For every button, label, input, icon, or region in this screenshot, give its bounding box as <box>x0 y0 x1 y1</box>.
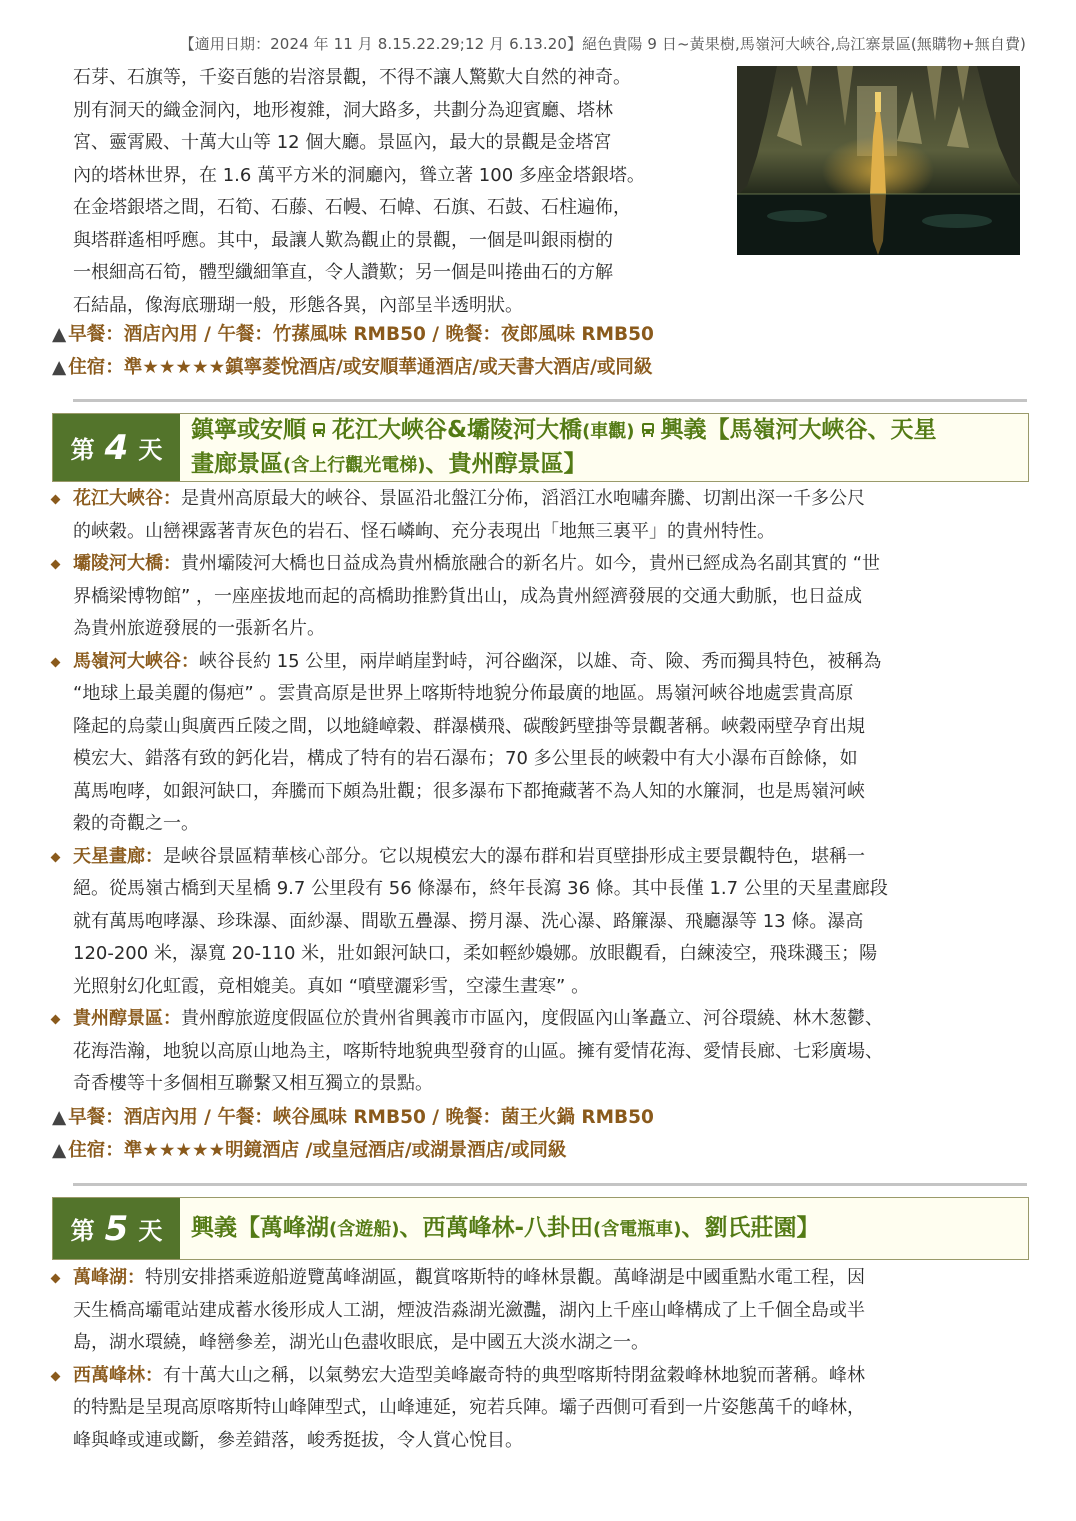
attraction-text: 貴州壩陵河大橋也日益成為貴州橋旅融合的新名片。如今，貴州已經成為名副其實的 “世 <box>181 553 881 574</box>
title-part: 鎮寧或安順 <box>191 416 306 443</box>
attraction-text: 是峽谷景區精華核心部分。它以規模宏大的瀑布群和岩頁壁掛形成主要景觀特色，堪稱一 <box>163 845 865 867</box>
attraction-text: 天生橋高壩電站建成蓄水後形成人工湖，煙波浩淼湖光瀲灩，湖內上千座山峰構成了上千個全島或半 <box>73 1299 865 1321</box>
title-part: 、西萬峰林-八卦田 <box>399 1214 593 1241</box>
day5-content <box>52 1262 1032 1457</box>
attraction-name: 西萬峰林： <box>73 1364 163 1386</box>
title-note: (含上行觀光電梯) <box>283 454 426 476</box>
bullet-diamond-icon <box>51 495 61 505</box>
attraction-text: “地球上最美麗的傷疤” 。雲貴高原是世界上喀斯特地貌分佈最廣的地區。馬嶺河峽谷地處雲貴高原 <box>73 683 854 704</box>
bullet-diamond-icon <box>51 852 61 862</box>
intro-line: 與塔群遙相呼應。其中，最讓人歎為觀止的景觀，一個是叫銀雨樹的 <box>73 229 613 251</box>
attraction-text: 花海浩瀚，地貌以高原山地為主，喀斯特地貌典型發育的山區。擁有愛情花海、愛情長廊、七彩廣場、 <box>73 1040 883 1062</box>
attraction-name: 馬嶺河大峽谷： <box>73 650 199 672</box>
intro-paragraph <box>73 62 723 322</box>
day5-label <box>53 1198 180 1259</box>
attraction-text: 有十萬大山之稱，以氣勢宏大造型美峰巖奇特的典型喀斯特閉盆穀峰林地貌而著稱。峰林 <box>163 1364 865 1386</box>
attraction-text: 的峽穀。山巒裸露著青灰色的岩石、怪石嶙峋、充分表現出「地無三裏平」的貴州特性。 <box>73 520 775 542</box>
attraction-text: 特別安排搭乘遊船遊覽萬峰湖區，觀賞喀斯特的峰林景觀。萬峰湖是中國重點水電工程，因 <box>145 1267 865 1288</box>
attraction-item <box>52 1360 1032 1458</box>
day-label-prefix: 第 <box>70 1217 95 1245</box>
attraction-item <box>52 483 1032 548</box>
attraction-text: 界橋梁博物館” ，一座座拔地而起的高橋助推黔貨出山，成為貴州經濟發展的交通大動脈，也日益成 <box>73 585 863 607</box>
attraction-item <box>52 646 1032 841</box>
title-part: 花江大峽谷&壩陵河大橋 <box>332 416 583 443</box>
attraction-text: 萬馬咆哮，如銀河缺口，奔騰而下頗為壯觀；很多瀑布下都掩藏著不為人知的水簾洞，也是馬嶺河峽 <box>73 780 865 802</box>
title-note: (含遊船) <box>329 1218 400 1240</box>
hotel-text: 住宿：準★★★★★明鏡酒店 /或皇冠酒店/或湖景酒店/或同級 <box>68 1140 567 1161</box>
day4-title <box>191 414 1018 482</box>
section-divider <box>73 399 1027 402</box>
intro-line: 石芽、石旗等，千姿百態的岩溶景觀，不得不讓人驚歎大自然的神奇。 <box>73 67 631 88</box>
triangle-icon: ▲ <box>52 324 67 345</box>
attraction-text: 是貴州高原最大的峽谷、景區沿北盤江分佈，滔滔江水咆嘯奔騰、切割出深一千多公尺 <box>181 488 865 509</box>
attraction-name: 花江大峽谷： <box>73 488 181 509</box>
triangle-icon: ▲ <box>52 1107 67 1128</box>
attraction-text: 模宏大、錯落有致的鈣化岩，構成了特有的岩石瀑布；70 多公里長的峽穀中有大小瀑布百餘條，如 <box>73 748 858 769</box>
attraction-text: 絕。從馬嶺古橋到天星橋 9.7 公里段有 56 條瀑布，終年長瀉 36 條。其中長僅 1.7 公里的天星畫廊段 <box>73 878 888 899</box>
title-part: 、劉氏莊園】 <box>681 1214 820 1241</box>
day5-header <box>52 1197 1029 1260</box>
intro-line: 內的塔林世界，在 1.6 萬平方米的洞廳內，聳立著 100 多座金塔銀塔。 <box>73 164 645 186</box>
bullet-diamond-icon <box>51 1274 61 1284</box>
day4-label <box>53 414 180 481</box>
attraction-text: 峰與峰或連或斷，參差錯落，峻秀挺拔，令人賞心悅目。 <box>73 1429 523 1451</box>
attraction-text: 就有萬馬咆哮瀑、珍珠瀑、面紗瀑、間歇五疊瀑、撈月瀑、洗心瀑、路簾瀑、飛廳瀑等 13 條。瀑高 <box>73 910 864 932</box>
day4-meal-line <box>52 1103 654 1129</box>
attraction-text: 隆起的烏蒙山與廣西丘陵之間，以地縫嶂穀、群瀑橫飛、碳酸鈣壁掛等景觀著稱。峽穀兩壁孕育出規 <box>73 715 865 737</box>
bullet-diamond-icon <box>51 560 61 570</box>
attraction-item <box>52 1003 1032 1101</box>
title-part: 興義【馬嶺河大峽谷、天星 <box>660 416 937 443</box>
day5-title <box>191 1212 1018 1246</box>
intro-line: 石結晶，像海底珊瑚一般，形態各異，內部呈半透明狀。 <box>73 294 523 316</box>
title-note: (含電瓶車) <box>593 1218 682 1240</box>
day3-hotel-line <box>52 353 652 379</box>
attraction-item <box>52 841 1032 1004</box>
page-header: 【適用日期：2024 年 11 月 8.15.22.29;12 月 6.13.20】絕色貴陽 9 日~黃果樹,馬嶺河大峽谷,烏江寨景區(無購物+無自費) <box>179 35 1026 53</box>
title-part: 、貴州醇景區】 <box>425 450 587 477</box>
attraction-item <box>52 548 1032 646</box>
day4-header <box>52 413 1029 482</box>
attraction-text: 峽谷長約 15 公里，兩岸峭崖對峙，河谷幽深，以雄、奇、險、秀而獨具特色，被稱為 <box>199 650 882 672</box>
day4-content <box>52 483 1032 1101</box>
intro-line: 別有洞天的織金洞內，地形複雜，洞大路多，共劃分為迎賓廳、塔林 <box>73 99 613 121</box>
intro-line: 在金塔銀塔之間，石筍、石藤、石幔、石幃、石旗、石鼓、石柱遍佈， <box>73 197 631 218</box>
attraction-item <box>52 1262 1032 1360</box>
hotel-text: 住宿：準★★★★★鎮寧菱悅酒店/或安順華通酒店/或天書大酒店/或同級 <box>68 357 653 378</box>
meal-text: 早餐：酒店內用 / 午餐：峽谷風味 RMB50 / 晚餐：菌王火鍋 RMB50 <box>68 1107 654 1128</box>
attraction-text: 穀的奇觀之一。 <box>73 813 199 834</box>
day-number: 5 <box>104 1208 129 1249</box>
attraction-text: 島，湖水環繞，峰巒參差，湖光山色盡收眼底，是中國五大淡水湖之一。 <box>73 1332 649 1353</box>
attraction-text: 120-200 米，瀑寬 20-110 米，壯如銀河缺口，柔如輕紗嬝娜。放眼觀看，白練淩空，飛珠濺玉；陽 <box>73 943 878 964</box>
meal-text: 早餐：酒店內用 / 午餐：竹蓀風味 RMB50 / 晚餐：夜郎風味 RMB50 <box>68 324 654 345</box>
day-label-suffix: 天 <box>138 436 163 464</box>
triangle-icon: ▲ <box>52 357 67 378</box>
triangle-icon: ▲ <box>52 1140 67 1161</box>
day-number: 4 <box>104 427 129 468</box>
attraction-text: 奇香樓等十多個相互聯繫又相互獨立的景點。 <box>73 1073 433 1094</box>
day-label-prefix: 第 <box>70 436 95 464</box>
attraction-name: 壩陵河大橋： <box>73 553 181 574</box>
attraction-name: 貴州醇景區： <box>73 1008 181 1029</box>
bus-icon <box>311 422 327 438</box>
attraction-text: 的特點是呈現高原喀斯特山峰陣型式，山峰連延，宛若兵陣。壩子西側可看到一片姿態萬千的峰林， <box>73 1397 865 1418</box>
section-divider <box>73 1183 1027 1186</box>
day3-meal-line <box>52 320 654 346</box>
attraction-name: 萬峰湖： <box>73 1267 145 1288</box>
day-label-suffix: 天 <box>138 1217 163 1245</box>
intro-line: 一根細高石筍，體型纖細筆直，令人讚歎；另一個是叫捲曲石的方解 <box>73 262 613 283</box>
bullet-diamond-icon <box>51 657 61 667</box>
intro-line: 宮、靈霄殿、十萬大山等 12 個大廳。景區內，最大的景觀是金塔宮 <box>73 132 612 153</box>
bus-icon <box>640 422 656 438</box>
title-note: (車觀) <box>582 420 635 442</box>
attraction-text: 貴州醇旅遊度假區位於貴州省興義市市區內，度假區內山峯矗立、河谷環繞、林木葱鬱、 <box>181 1008 883 1029</box>
attraction-text: 為貴州旅遊發展的一張新名片。 <box>73 618 325 639</box>
bullet-diamond-icon <box>51 1371 61 1381</box>
cave-photo <box>737 66 1020 255</box>
attraction-text: 光照射幻化虹霞，竟相媲美。真如 “噴壁灑彩雪，空濛生晝寒” 。 <box>73 975 590 997</box>
bullet-diamond-icon <box>51 1015 61 1025</box>
title-part: 興義【萬峰湖 <box>191 1214 329 1241</box>
title-part: 畫廊景區 <box>191 450 283 477</box>
day4-hotel-line <box>52 1136 566 1162</box>
attraction-name: 天星畫廊： <box>73 845 163 867</box>
